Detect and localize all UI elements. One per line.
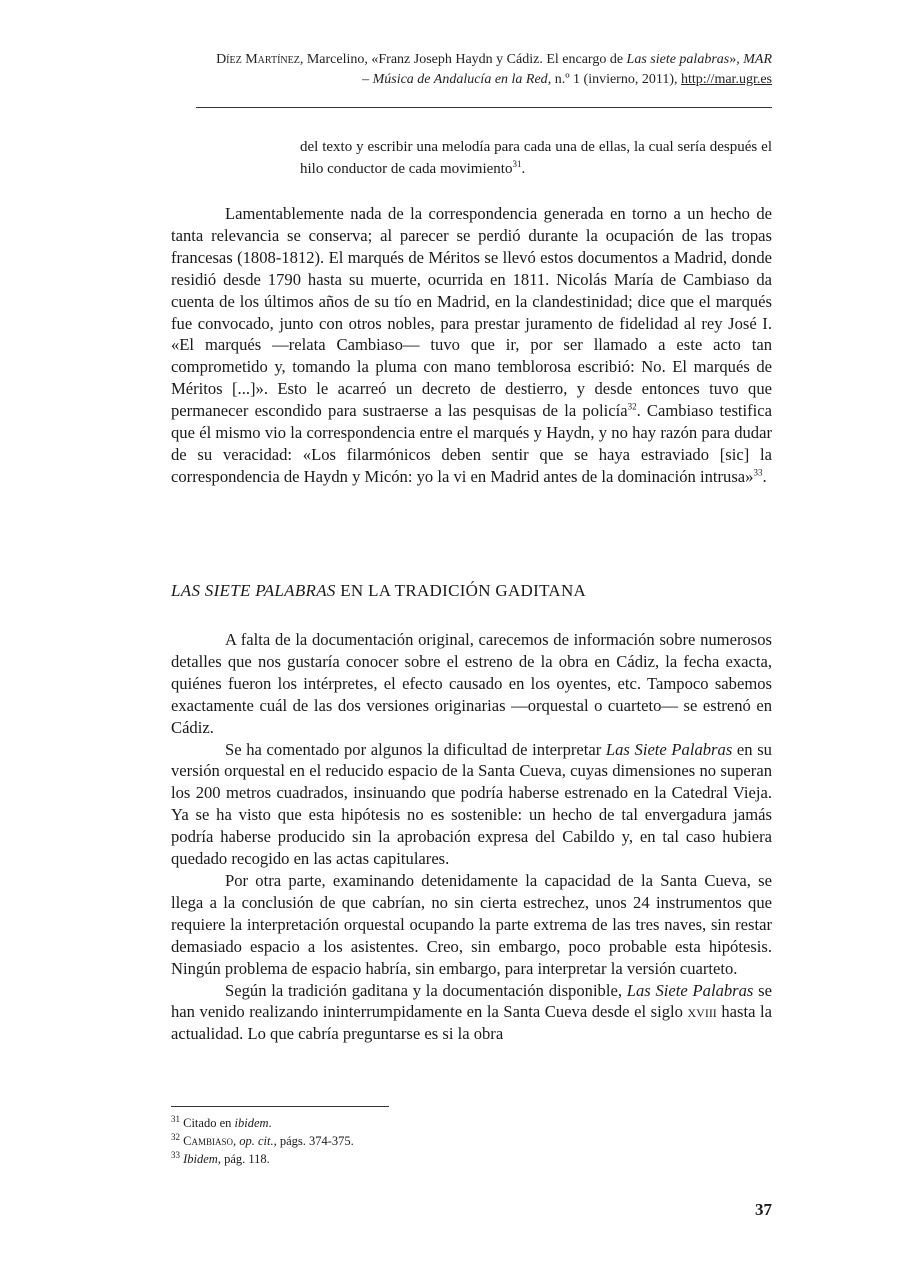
header-article-title: Las siete palabras (626, 52, 730, 67)
footnote-italic: Ibidem (183, 1152, 218, 1166)
section-heading (171, 580, 586, 602)
footnote-number: 33 (171, 1149, 180, 1160)
quote-text: del texto y escribir una melodía para cada una de ellas, la cual sería después el hilo conductor de cada movimiento (300, 139, 772, 177)
footnote-text-end: . (268, 1116, 272, 1130)
header-line-2 (160, 70, 772, 90)
quote-end: . (521, 161, 526, 177)
section-heading-italic: LAS SIETE PALABRAS (171, 581, 336, 600)
paragraph-4: Por otra parte, examinando detenidamente la capacidad de la Santa Cueva, se llega a la conclusión de que cabrían, no sin cierta estrechez, unos 24 instrumentos que requiere la interpretación orquestal ocupando la parte extrema de las tres naves, sin restar demasiado espacio a los asistentes. Creo, sin embargo, poco probable esta hipótesis. Ningún problema de espacio habría, sin embargo, para interpretar la versión cuarteto. (171, 870, 772, 978)
footnote-separator: , (232, 1134, 240, 1148)
header-citation-text: , Marcelino, «Franz Joseph Haydn y Cádiz. El encargo de (299, 52, 627, 67)
paragraph-3-text-a: Se ha comentado por algunos la dificultad de interpretar (225, 739, 606, 759)
section-heading-rest: EN LA TRADICIÓN GADITANA (335, 581, 587, 600)
paragraph-1-end: . (762, 466, 767, 486)
page-number: 37 (755, 1200, 772, 1219)
running-header (160, 50, 772, 90)
footnote-author: Cambiaso (183, 1134, 233, 1148)
header-line-1 (160, 50, 772, 70)
header-author: Díez Martínez (216, 52, 300, 67)
paragraph-5-century: xviii (687, 1002, 717, 1022)
footnote-32 (171, 1132, 354, 1150)
paragraph-1-text-b: . Cambiaso testifica que él mismo vio la correspondencia entre el marqués y Haydn, y no hay razón para dudar de su veracidad: «Los filarmónicos deben sentir que se haya estraviado [sic] la correspondencia de Haydn y Micón: yo la vi en Madrid antes de la dominación intrusa» (171, 401, 772, 486)
header-journal-name: – Música de Andalucía en la Red (362, 72, 548, 87)
paragraph-3-work-title: Las Siete Palabras (605, 739, 733, 759)
block-quote (300, 136, 772, 180)
header-rule (196, 107, 772, 108)
header-issue: , n.º 1 (invierno, 2011), (547, 72, 681, 87)
footnote-33 (171, 1150, 354, 1168)
footnote-text-end: , págs. 374-375. (273, 1134, 354, 1148)
paragraph-2: A falta de la documentación original, carecemos de información sobre numerosos detalles que nos gustaría conocer sobre el estreno de la obra en Cádiz, la fecha exacta, quiénes fueron los intérpretes, el efecto causado en los oyentes, etc. Tampoco sabemos exactamente cuál de las dos versiones originarias —orquestal o cuarteto— se estrenó en Cádiz. (171, 630, 772, 737)
footnotes (171, 1114, 354, 1168)
paragraph-3-text-b: en su versión orquestal en el reducido espacio de la Santa Cueva, cuyas dimensiones no superan los 200 metros cuadrados, insinuando que podría haberse estrenado en la Catedral Vieja. Ya se ha visto que esta hipótesis no es sostenible: un hecho de tal envergadura jamás podría haberse producido sin la aprobación expresa del Cabildo y, en tal caso hubiera quedado recogido en las actas capitulares. (171, 739, 772, 869)
paragraph-5-text-a: Según la tradición gaditana y la documentación disponible, (225, 980, 627, 1000)
footnote-ref-33[interactable]: 33 (753, 467, 763, 478)
header-separator: », (729, 52, 744, 67)
footnote-rule (171, 1106, 389, 1107)
paragraph-3 (171, 739, 772, 870)
paragraph-5-text-c: hasta la actualidad. Lo que cabría preguntarse es si la obra (171, 1002, 773, 1044)
footnote-ref-31[interactable]: 31 (512, 159, 522, 169)
paragraph-1-text-a: Lamentablemente nada de la correspondencia generada en torno a un hecho de tanta relevancia se conserva; al parecer se perdió durante la ocupación de las tropas francesas (1808-1812). El marqués de Méritos se llevó estos documentos a Madrid, donde residió desde 1790 hasta su muerte, ocurrida en 1811. Nicolás María de Cambiaso da cuenta de los últimos años de su tío en Madrid, en la clandestinidad; dice que el marqués fue convocado, junto con otros nobles, para prestar juramento de fidelidad al rey José I. «El marqués —relata Cambiaso— tuvo que ir, por ser llamado a este acto tan comprometido y, tomando la pluma con mano temblorosa escribió: No. El marqués de Méritos [...]». Esto le acarreó un decreto de destierro, y desde entonces tuvo que permanecer escondido para sustraerse a las pesquisas de la policía (171, 204, 772, 421)
header-url-link[interactable]: http://mar.ugr.es (681, 72, 772, 87)
paragraph-5-work-title: Las Siete Palabras (626, 980, 754, 1000)
footnote-number: 32 (171, 1131, 180, 1142)
header-journal-abbrev: MAR (743, 52, 772, 67)
footnote-text: Citado en (183, 1116, 235, 1130)
paragraph-5 (171, 980, 772, 1046)
footnote-number: 31 (171, 1113, 180, 1124)
footnote-italic: op. cit. (239, 1134, 274, 1148)
paragraph-1 (171, 203, 772, 488)
paragraph-1-block (171, 203, 772, 488)
footnote-31 (171, 1114, 354, 1132)
footnote-italic: ibidem (234, 1116, 269, 1130)
paragraph-5-text-b: se han venido realizando ininterrumpidamente en la Santa Cueva desde el siglo (171, 980, 772, 1022)
footnote-text-end: , pág. 118. (217, 1152, 270, 1166)
footnote-ref-32[interactable]: 32 (627, 401, 637, 412)
section-body (171, 629, 772, 1045)
